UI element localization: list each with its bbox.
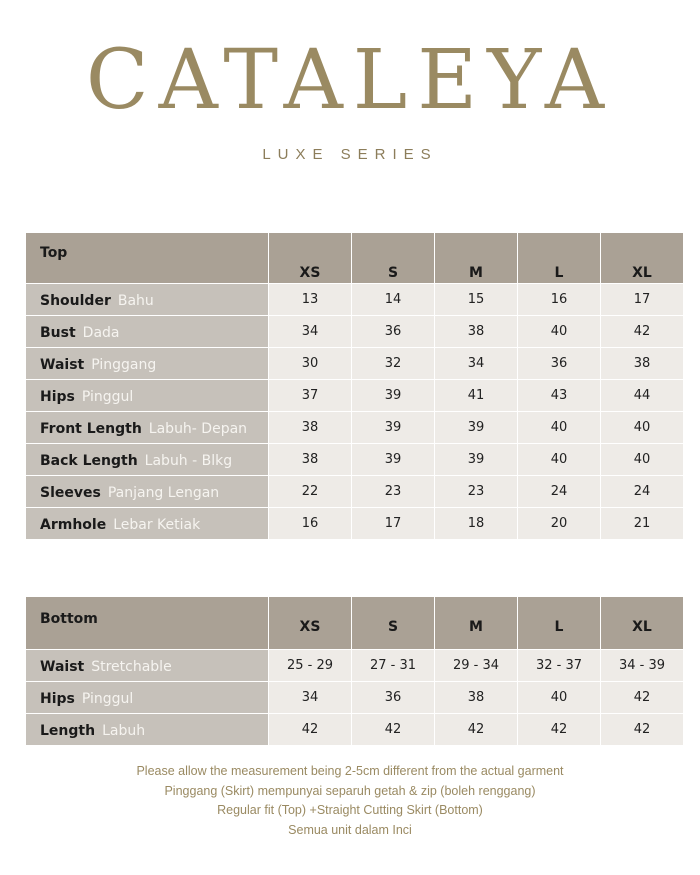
cell-value: 34: [269, 682, 352, 714]
row-label-en: Back Length: [40, 453, 138, 469]
row-label-my: Stretchable: [91, 659, 172, 675]
row-label-en: Waist: [40, 357, 85, 373]
cell-value: 42: [601, 682, 684, 714]
cell-value: 40: [601, 412, 684, 444]
row-label-en: Hips: [40, 389, 75, 405]
cell-value: 39: [435, 412, 518, 444]
cell-value: 21: [601, 508, 684, 540]
cell-value: 24: [518, 476, 601, 508]
row-label-my: Labuh: [102, 723, 146, 739]
row-label: [26, 284, 269, 316]
cell-value: 23: [435, 476, 518, 508]
table-row: [26, 348, 684, 380]
row-label-en: Waist: [40, 659, 85, 675]
cell-value: 38: [601, 348, 684, 380]
top-header-row: [26, 233, 684, 284]
size-header-xl: XL: [601, 233, 684, 284]
cell-value: 42: [518, 714, 601, 746]
size-header-s: S: [352, 233, 435, 284]
row-label-my: Bahu: [117, 293, 154, 309]
table-row: [26, 476, 684, 508]
cell-value: 34: [435, 348, 518, 380]
row-label: [26, 714, 269, 746]
row-label-en: Sleeves: [40, 485, 101, 501]
cell-value: 39: [435, 444, 518, 476]
cell-value: 40: [601, 444, 684, 476]
bottom-size-table: [25, 596, 684, 746]
row-label-my: Dada: [82, 325, 120, 341]
cell-value: 20: [518, 508, 601, 540]
row-label-en: Length: [40, 723, 96, 739]
cell-value: 25 - 29: [269, 650, 352, 682]
cell-value: 42: [601, 714, 684, 746]
size-header-xl: XL: [601, 597, 684, 650]
size-header-s: S: [352, 597, 435, 650]
cell-value: 27 - 31: [352, 650, 435, 682]
cell-value: 36: [518, 348, 601, 380]
cell-value: 22: [269, 476, 352, 508]
cell-value: 40: [518, 444, 601, 476]
brand-series: LUXE SERIES: [262, 146, 438, 163]
cell-value: 16: [518, 284, 601, 316]
size-header-xs: XS: [269, 233, 352, 284]
brand-title: CATALEYA: [85, 33, 615, 128]
cell-value: 24: [601, 476, 684, 508]
row-label: [26, 316, 269, 348]
table-row: [26, 316, 684, 348]
row-label-my: Pinggang: [91, 357, 157, 373]
table-row: [26, 284, 684, 316]
cell-value: 38: [435, 682, 518, 714]
row-label: [26, 412, 269, 444]
cell-value: 17: [601, 284, 684, 316]
cell-value: 34 - 39: [601, 650, 684, 682]
row-label: [26, 682, 269, 714]
row-label: [26, 650, 269, 682]
cell-value: 29 - 34: [435, 650, 518, 682]
table-row: [26, 508, 684, 540]
cell-value: 43: [518, 380, 601, 412]
row-label: [26, 444, 269, 476]
size-header-m: M: [435, 597, 518, 650]
size-header-xs: XS: [269, 597, 352, 650]
cell-value: 30: [269, 348, 352, 380]
table-row: [26, 714, 684, 746]
note-line: Pinggang (Skirt) mempunyai separuh getah & zip (boleh renggang): [164, 783, 536, 798]
note-line: Please allow the measurement being 2-5cm different from the actual garment: [136, 764, 564, 778]
cell-value: 18: [435, 508, 518, 540]
cell-value: 42: [269, 714, 352, 746]
cell-value: 32 - 37: [518, 650, 601, 682]
row-label-my: Pinggul: [81, 691, 134, 707]
cell-value: 44: [601, 380, 684, 412]
note-line: Semua unit dalam Inci: [288, 822, 412, 837]
cell-value: 40: [518, 412, 601, 444]
row-label: [26, 476, 269, 508]
row-label: [26, 508, 269, 540]
row-label-my: Lebar Ketiak: [113, 517, 201, 533]
footnotes: [0, 762, 700, 840]
cell-value: 32: [352, 348, 435, 380]
size-header-m: M: [435, 233, 518, 284]
cell-value: 42: [601, 316, 684, 348]
cell-value: 40: [518, 316, 601, 348]
row-label: [26, 380, 269, 412]
cell-value: 41: [435, 380, 518, 412]
bottom-header-row: [26, 597, 684, 650]
cell-value: 17: [352, 508, 435, 540]
row-label-en: Bust: [40, 325, 76, 341]
cell-value: 15: [435, 284, 518, 316]
cell-value: 40: [518, 682, 601, 714]
row-label-my: Labuh- Depan: [148, 421, 248, 437]
row-label-my: Labuh - Blkg: [144, 453, 233, 469]
cell-value: 37: [269, 380, 352, 412]
cell-value: 36: [352, 682, 435, 714]
row-label: [26, 348, 269, 380]
cell-value: 39: [352, 380, 435, 412]
cell-value: 13: [269, 284, 352, 316]
table-row: [26, 682, 684, 714]
size-header-l: L: [518, 597, 601, 650]
cell-value: 38: [269, 412, 352, 444]
row-label-en: Armhole: [40, 517, 107, 533]
row-label-my: Panjang Lengan: [107, 485, 220, 501]
cell-value: 39: [352, 412, 435, 444]
cell-value: 42: [352, 714, 435, 746]
cell-value: 36: [352, 316, 435, 348]
row-label-en: Shoulder: [40, 293, 111, 309]
cell-value: 42: [435, 714, 518, 746]
table-row: [26, 444, 684, 476]
size-header-l: L: [518, 233, 601, 284]
cell-value: 38: [435, 316, 518, 348]
note-line: Regular fit (Top) +Straight Cutting Skirt (Bottom): [217, 803, 483, 817]
row-label-my: Pinggul: [81, 389, 134, 405]
cell-value: 38: [269, 444, 352, 476]
row-label-en: Hips: [40, 691, 75, 707]
top-size-table: [25, 232, 684, 540]
table-row: [26, 412, 684, 444]
cell-value: 39: [352, 444, 435, 476]
cell-value: 23: [352, 476, 435, 508]
row-label-en: Front Length: [40, 421, 142, 437]
cell-value: 34: [269, 316, 352, 348]
bottom-header-label: Bottom: [26, 597, 269, 650]
top-header-label: Top: [26, 233, 269, 284]
cell-value: 16: [269, 508, 352, 540]
table-row: [26, 650, 684, 682]
cell-value: 14: [352, 284, 435, 316]
table-row: [26, 380, 684, 412]
